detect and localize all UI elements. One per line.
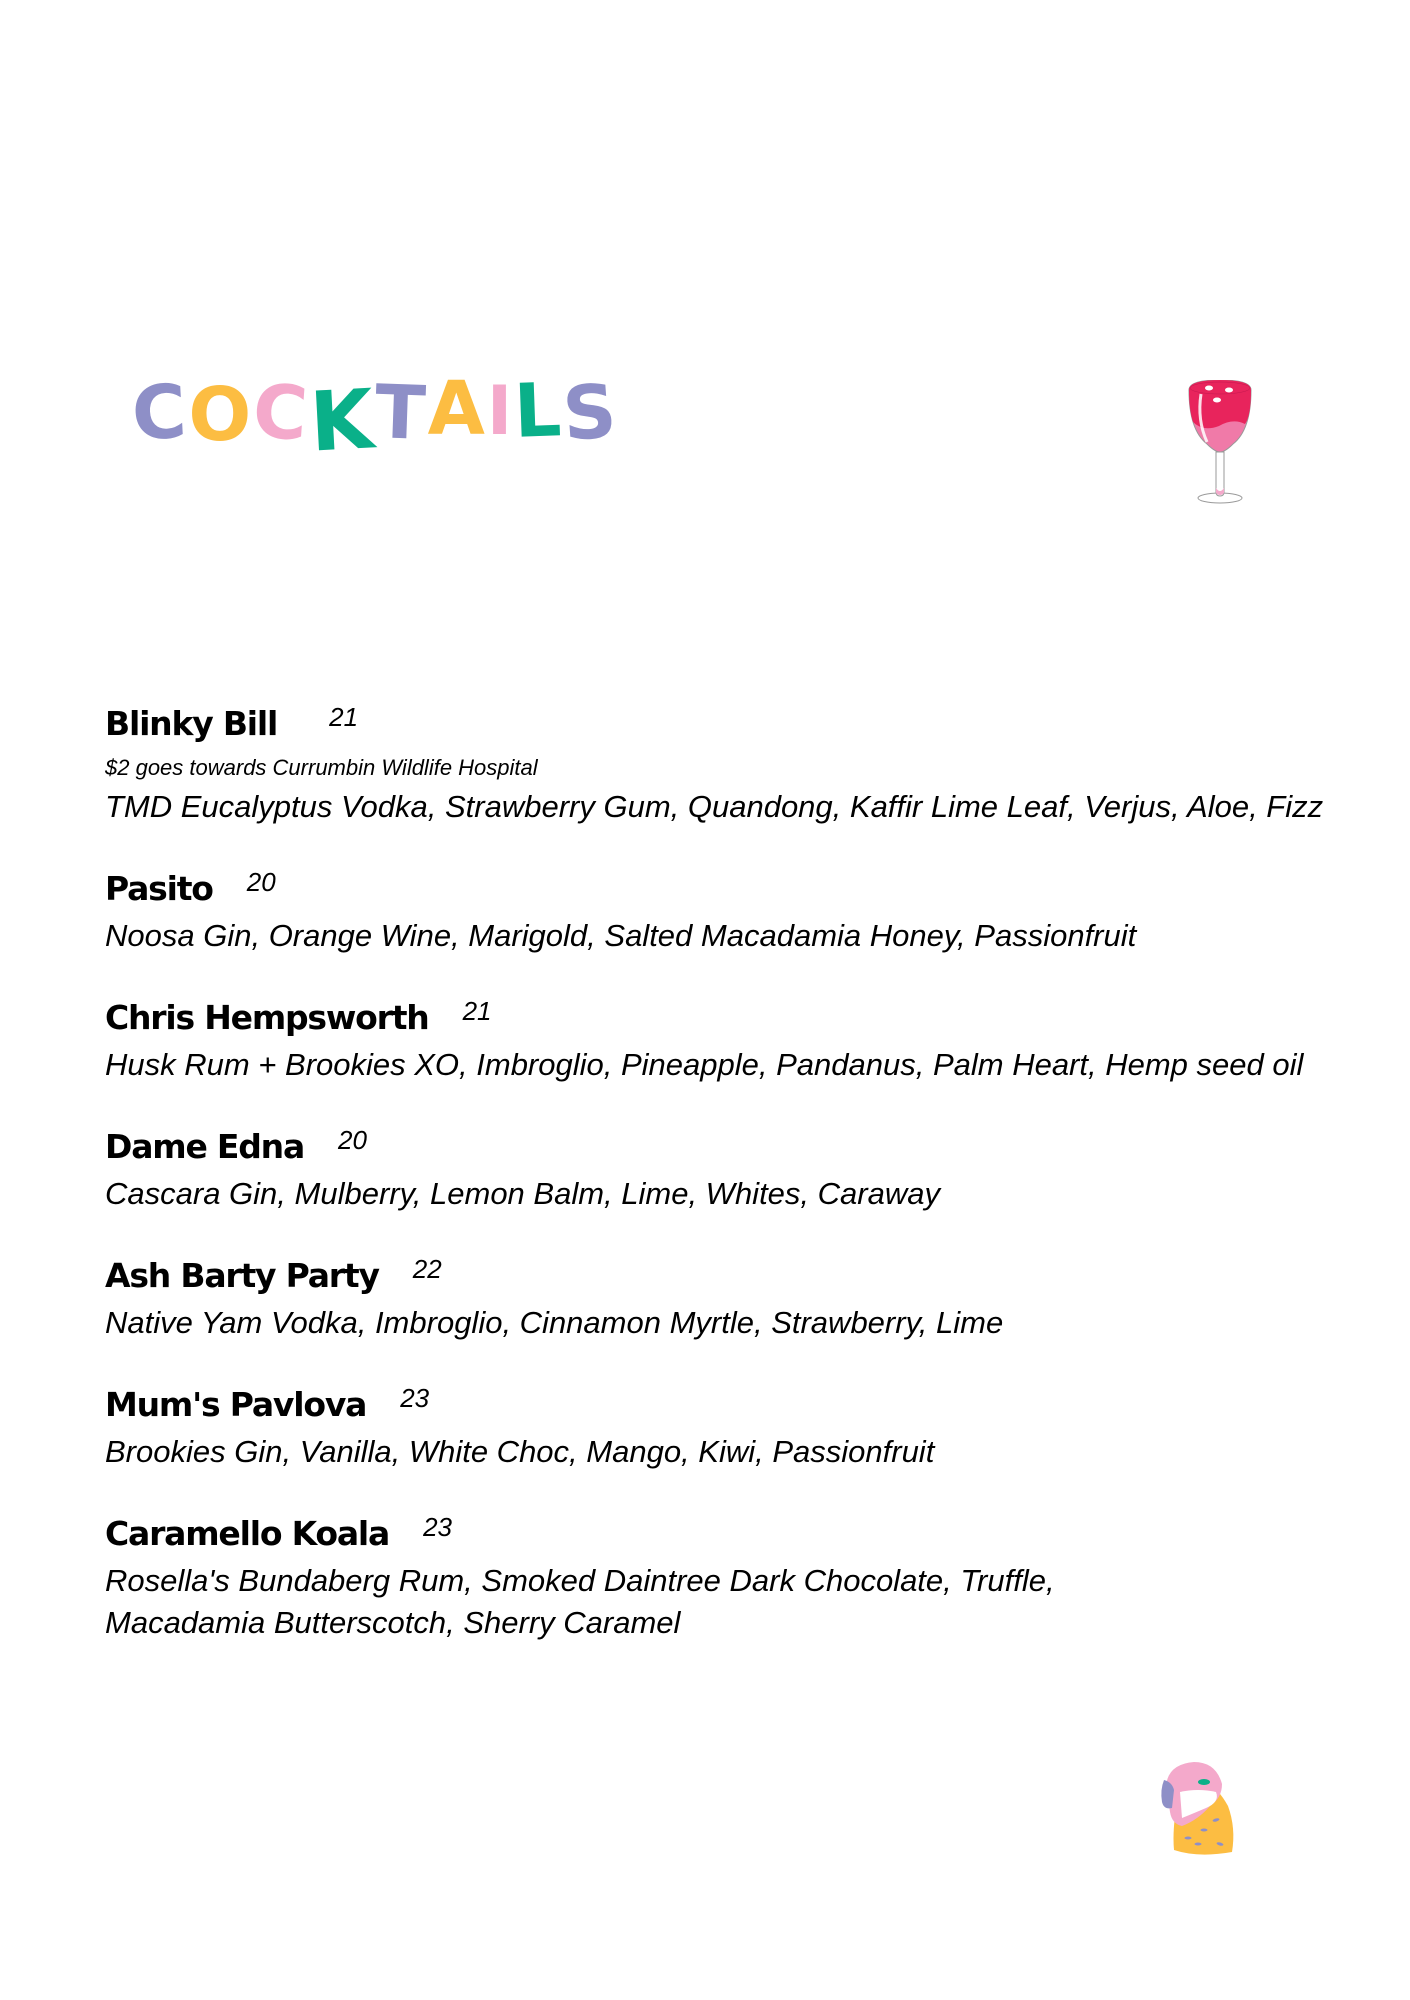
menu-item-description: Noosa Gin, Orange Wine, Marigold, Salted Macadamia Honey, Passionfruit xyxy=(105,918,1137,953)
menu-item-price: 23 xyxy=(400,1383,430,1413)
menu-item-name: Dame Edna xyxy=(105,1127,305,1166)
menu-item-price: 20 xyxy=(338,1125,367,1155)
menu-item xyxy=(105,865,1365,957)
menu-item xyxy=(105,1252,1365,1344)
title-letter: S xyxy=(560,368,622,458)
cocktail-glass-icon xyxy=(1183,380,1257,504)
menu-item-name: Pasito xyxy=(105,869,213,908)
menu-item-price: 22 xyxy=(412,1254,442,1284)
menu-item xyxy=(105,1123,1365,1215)
menu-item xyxy=(105,994,1365,1086)
menu-item-name: Ash Barty Party xyxy=(105,1256,379,1295)
title-letter: C xyxy=(250,368,313,458)
cocktail-menu xyxy=(105,700,1365,1681)
title-letter: A xyxy=(427,366,487,452)
menu-item-note: $2 goes towards Currumbin Wildlife Hospital xyxy=(105,755,538,780)
menu-item-name: Caramello Koala xyxy=(105,1514,390,1553)
menu-item-price: 21 xyxy=(329,702,359,732)
title-letter: T xyxy=(373,369,430,457)
menu-item-price: 23 xyxy=(423,1512,453,1542)
title-letter: I xyxy=(486,371,515,451)
title-letter: L xyxy=(512,367,565,455)
menu-item-name: Chris Hempsworth xyxy=(105,998,429,1037)
menu-item xyxy=(105,700,1365,828)
menu-item-description: Brookies Gin, Vanilla, White Choc, Mango, Kiwi, Passionfruit xyxy=(105,1434,935,1469)
title-letter: K xyxy=(307,371,378,471)
title-letter: O xyxy=(188,372,254,458)
menu-item-name: Mum's Pavlova xyxy=(105,1385,367,1424)
menu-item-description: Rosella's Bundaberg Rum, Smoked Daintree Dark Chocolate, Truffle, Macadamia Butterscotch, Sherry Caramel xyxy=(105,1563,1055,1640)
menu-item-description: Native Yam Vodka, Imbroglio, Cinnamon Myrtle, Strawberry, Lime xyxy=(105,1305,1004,1340)
galah-bird-icon xyxy=(1158,1758,1244,1860)
title-letter: C xyxy=(129,368,191,458)
menu-item-description: Cascara Gin, Mulberry, Lemon Balm, Lime, Whites, Caraway xyxy=(105,1176,940,1211)
menu-item-name: Blinky Bill xyxy=(105,704,278,743)
menu-item-description: TMD Eucalyptus Vodka, Strawberry Gum, Quandong, Kaffir Lime Leaf, Verjus, Aloe, Fizz xyxy=(105,789,1324,824)
menu-item-description: Husk Rum + Brookies XO, Imbroglio, Pineapple, Pandanus, Palm Heart, Hemp seed oil xyxy=(105,1047,1304,1082)
menu-item-price: 20 xyxy=(246,867,276,897)
menu-item-price: 21 xyxy=(462,996,492,1026)
page-title xyxy=(129,366,622,471)
menu-item xyxy=(105,1510,1365,1644)
menu-item xyxy=(105,1381,1365,1473)
